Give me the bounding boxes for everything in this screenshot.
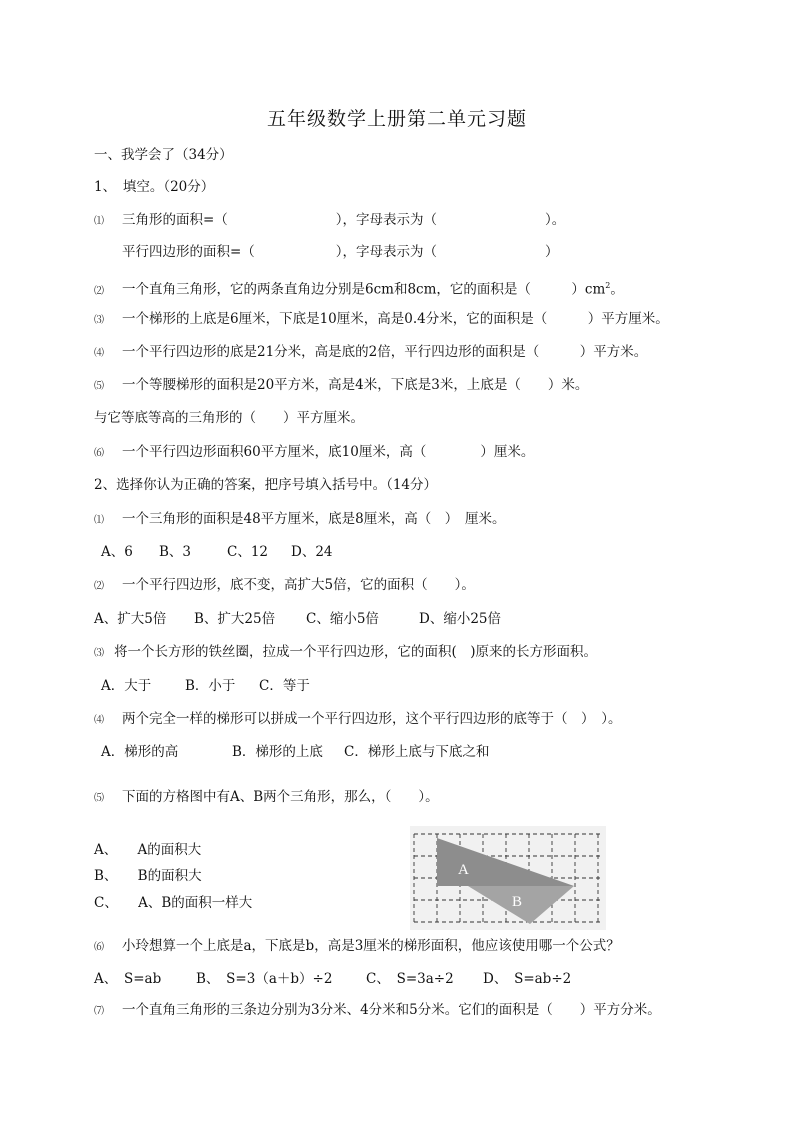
option-b: B、 S=3（a＋b）÷2 [196, 971, 333, 987]
question-text: 一个平行四边形，底不变，高扩大5倍，它的面积（ ）。 [122, 577, 475, 593]
choice-question [94, 937, 620, 957]
option-row [101, 543, 333, 561]
page-title: 五年级数学上册第二单元习题 [266, 108, 527, 130]
question-number: ⑹ [94, 942, 104, 953]
option-d: D、24 [291, 544, 333, 560]
triangle-a-label: A [458, 862, 469, 878]
item-number: ⑴ [94, 216, 104, 227]
option-a: A、扩大5倍 [94, 611, 167, 627]
unit-superscript: 2 [605, 281, 611, 290]
question-number: ⑶ [94, 648, 104, 659]
fill-item [94, 243, 559, 261]
item-text: 一个平行四边形的底是21分米，高是底的2倍，平行四边形的面积是（ ）平方米。 [122, 344, 648, 360]
option-d: D、 S=ab÷2 [483, 971, 572, 987]
question-number: ⑷ [94, 715, 104, 726]
option-b: B．梯形的上底 [232, 744, 323, 760]
item-tail: 。 [610, 281, 624, 298]
item-text: 一个直角三角形，它的两条直角边分别是6cm和8cm，它的面积是（ ）cm [122, 281, 606, 298]
question-number: ⑵ [94, 581, 104, 592]
option-c: C．等于 [259, 678, 310, 694]
fill-item [94, 211, 565, 231]
choice-question [94, 788, 439, 808]
item-text: 一个等腰梯形的面积是20平方米，高是4米，下底是3米，上底是（ ）米。 [122, 377, 589, 393]
item-text: 三角形的面积=（ ），字母表示为（ ）。 [122, 212, 566, 228]
fill-item [94, 277, 624, 301]
option-b: B．小于 [185, 678, 236, 694]
question-text: 将一个长方形的铁丝圈，拉成一个平行四边形，它的面积( )原来的长方形面积。 [114, 644, 598, 660]
item-number: ⑷ [94, 348, 104, 359]
option-a: A．梯形的高 [101, 744, 179, 760]
option-b: B、扩大25倍 [194, 611, 276, 627]
option-c: C、 S=3a÷2 [366, 971, 454, 987]
question-text: 一个直角三角形的三条边分别为3分米、4分米和5分米。它们的面积是（ ）平方分米。 [122, 1002, 661, 1018]
item-number: ⑹ [94, 448, 104, 459]
option-a: A、 S=ab [94, 971, 162, 987]
question-text: 两个完全一样的梯形可以拼成一个平行四边形，这个平行四边形的底等于（ ） ）。 [122, 711, 622, 727]
item-number: ⑸ [94, 381, 104, 392]
fill-item [94, 376, 588, 396]
option-b: B、3 [159, 544, 192, 560]
part1-heading: 1、 填空。（20分） [94, 179, 215, 195]
item-text: 一个梯形的上底是6厘米，下底是10厘米，高是0.4分米，它的面积是（ ）平方厘米。 [122, 311, 669, 327]
fill-item-continued [94, 409, 364, 427]
option-c: C、缩小5倍 [306, 611, 379, 627]
question-text: 一个三角形的面积是48平方厘米，底是8厘米，高（ ） 厘米。 [122, 511, 506, 527]
option-c: C、 A、B的面积一样大 [94, 895, 253, 911]
option-row [101, 743, 489, 761]
item-number: ⑵ [94, 285, 104, 297]
item-text: 与它等底等高的三角形的（ ）平方厘米。 [94, 410, 364, 426]
question-number: ⑺ [94, 1006, 104, 1017]
option-a: A、 A的面积大 [94, 842, 202, 858]
option-d: D、缩小25倍 [419, 611, 502, 627]
grid-triangles-figure [410, 826, 606, 930]
option-b: B、 B的面积大 [94, 868, 202, 884]
choice-question [94, 1001, 661, 1021]
question-number: ⑸ [94, 793, 104, 804]
choice-question [94, 510, 506, 530]
section-heading: 一、我学会了（34分） [94, 147, 233, 163]
option-row [101, 677, 310, 695]
question-text: 小玲想算一个上底是a，下底是b，高是3厘米的梯形面积，他应该使用哪一个公式？ [122, 938, 620, 954]
option-c: C、12 [227, 544, 269, 560]
option-row [94, 970, 571, 988]
question-text: 下面的方格图中有A、B两个三角形，那么，（ ）。 [122, 789, 439, 805]
option-a: A、6 [101, 544, 133, 560]
fill-item [94, 443, 534, 463]
choice-question [94, 576, 475, 596]
option-c: C．梯形上底与下底之和 [344, 744, 490, 760]
choice-question [94, 643, 597, 663]
fill-item [94, 343, 647, 363]
question-number: ⑴ [94, 515, 104, 526]
fill-item [94, 310, 669, 330]
choice-question [94, 710, 622, 730]
part2-heading: 2、选择你认为正确的答案，把序号填入括号中。（14分） [94, 477, 438, 493]
item-number: ⑶ [94, 315, 104, 326]
option-row [94, 610, 501, 628]
triangle-b-label: B [512, 894, 523, 910]
item-text: 平行四边形的面积=（ ），字母表示为（ ） [122, 244, 559, 260]
item-text: 一个平行四边形面积60平方厘米，底10厘米，高（ ）厘米。 [122, 444, 535, 460]
option-a: A．大于 [101, 678, 152, 694]
